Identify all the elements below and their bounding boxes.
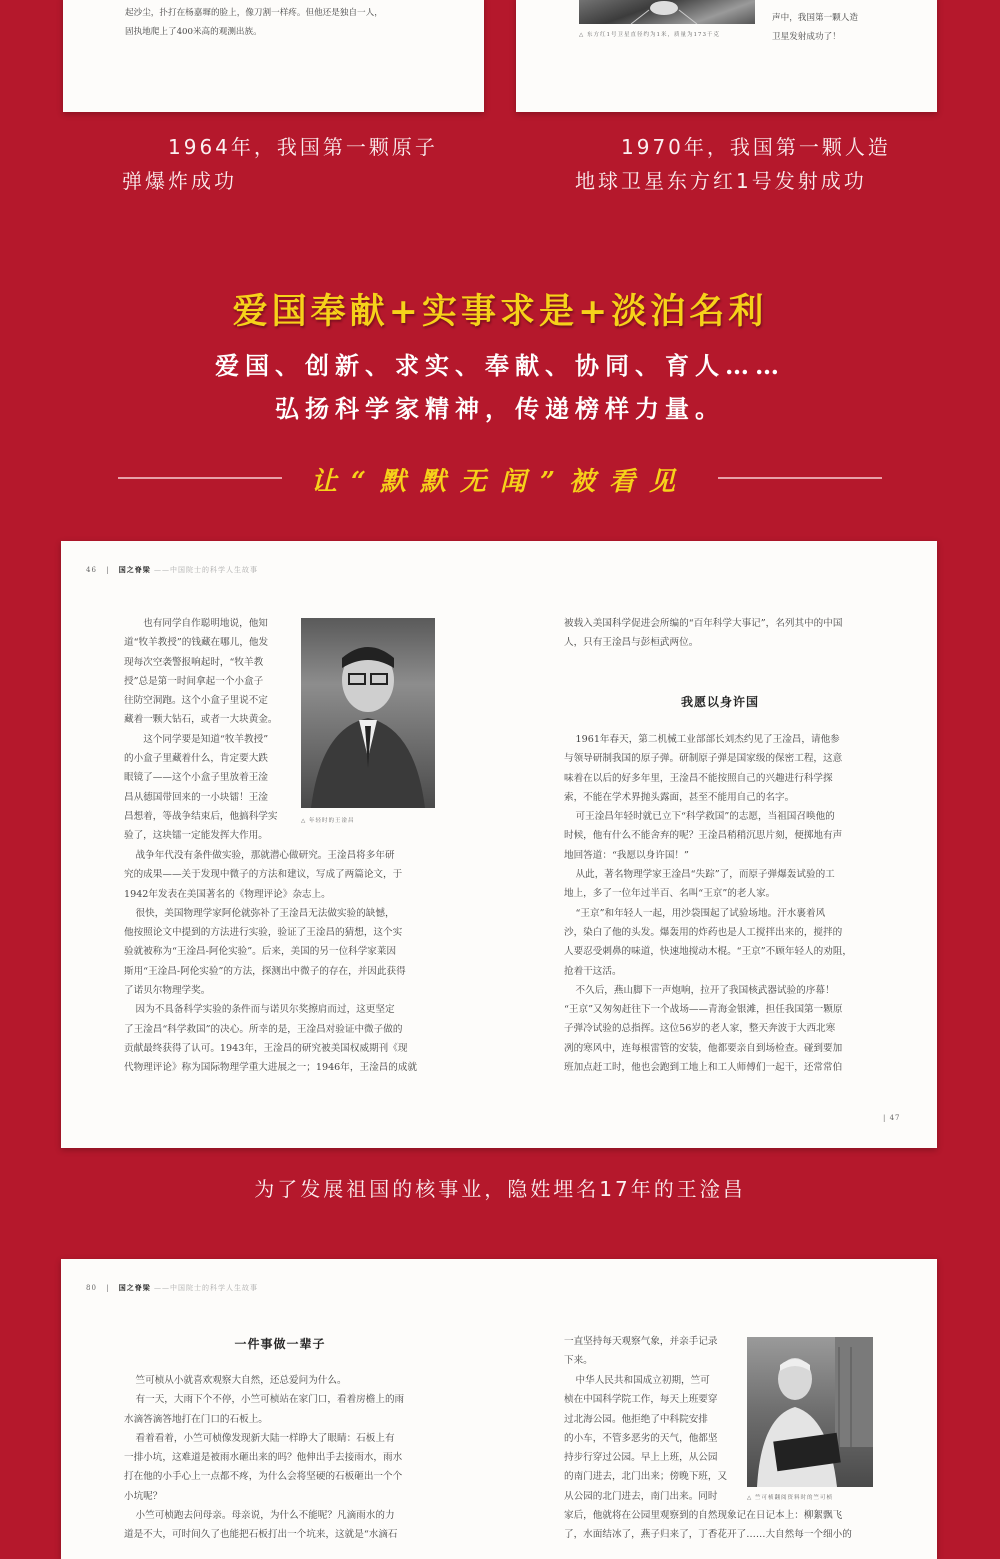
satellite-photo	[579, 0, 755, 24]
text-line: 代物理评论》称为国际物理学重大进展之一；1946年，王淦昌的成就	[124, 1062, 418, 1074]
text-line: 小坑呢？	[124, 1490, 163, 1502]
text-line: 索，不能在学术界抛头露面，甚至不能用自己的名字。	[564, 791, 795, 803]
text-line: 的小盒子里藏着什么，肯定要大跌	[124, 753, 268, 765]
text-line: 验了，这块镭一定能发挥大作用。	[124, 830, 268, 842]
top-left-text-line-2: 固执地爬上了400米高的观测出族。	[125, 27, 262, 37]
text-line: 竺可桢从小就喜欢观察大自然，还总爱问为什么。	[135, 1375, 347, 1386]
text-line: 昌从德国带回来的一小块镭！王淦	[124, 791, 268, 803]
spread2-right-column-top	[564, 1332, 739, 1371]
text-line: 道是不大，可时间久了也能把石板打出一个坑来，这就是“水滴石	[124, 1529, 398, 1541]
top-right-text-line-2: 卫星发射成功了！	[772, 32, 841, 42]
book-spread-wang-ganchang	[61, 541, 937, 1148]
text-line: 贡献最终获得了认可。1943年，王淦昌的研究被美国权威期刊《现	[124, 1042, 408, 1054]
text-line: 地回答道：“我愿以身许国！”	[564, 849, 689, 861]
text-line: 验就被称为“王淦昌-阿伦实验”。后来，美国的另一位科学家莱因	[124, 946, 397, 958]
page-number: 47	[889, 1114, 901, 1122]
text-line: 不久后，燕山脚下一声炮响，拉开了我国核武器试验的序幕！	[575, 984, 835, 996]
text-line: 持步行穿过公园。早上上班，从公园	[564, 1452, 718, 1464]
text-line: 的小车，不管多恶劣的天气，他都坚	[564, 1432, 718, 1444]
book-spread-zhu-kezhen	[61, 1259, 937, 1559]
text-line: 了诺贝尔物理学奖。	[124, 985, 211, 997]
text-line: 冽的寒风中，连每根雷管的安装，他都要亲自到场检查。碰到要加	[564, 1042, 843, 1054]
banner-line-left	[118, 477, 282, 479]
top-left-text-line-1: 起沙尘，扑打在杨嘉墀的脸上，像刀割一样疼。但他还是独自一人，	[125, 8, 383, 18]
portrait-figure-icon	[301, 618, 435, 808]
text-line: 往防空洞跑。这个小盒子里说不定	[124, 695, 268, 707]
text-line: 授”总是第一时间拿起一个小盒子	[124, 675, 264, 687]
spread2-header: 80 | 国之脊梁 ——中国院士的科学人生故事	[86, 1283, 258, 1292]
top-left-book-card	[63, 0, 484, 112]
text-line: 这个同学要是知道“牧羊教授”	[143, 733, 269, 745]
spread1-left-column-bottom	[124, 846, 436, 1078]
text-line: 眼镜了——这个小盒子里放着王淦	[124, 772, 268, 784]
text-line: 1942年发表在美国著名的《物理评论》杂志上。	[124, 888, 331, 900]
slogan-headline: 爱国奉献+实事求是+淡泊名利	[232, 291, 768, 332]
text-line: “王京”和年轻人一起，用沙袋围起了试验场地。汗水裹着风	[575, 907, 826, 919]
spread1-right-column-body	[564, 730, 876, 1077]
text-line: 斯用“王淦昌-阿伦实验”的方法，探测出中微子的存在，并因此获得	[124, 965, 406, 977]
text-line: 因为不具备科学实验的条件而与诺贝尔奖擦肩而过，这更坚定	[135, 1004, 395, 1016]
spread1-right-page-number: | 47	[883, 1114, 901, 1122]
text-line: 有一天，大雨下个不停，小竺可桢站在家门口，看着房檐上的雨	[135, 1394, 405, 1406]
text-line: 藏着一颗大钻石，或者一大块黄金。	[124, 714, 278, 726]
text-line: 一排小坑，这难道是被雨水砸出来的吗？他伸出手去接雨水，雨水	[124, 1452, 403, 1464]
text-line: 很快，美国物理学家阿伦就弥补了王淦昌无法做实验的缺憾，	[135, 907, 395, 919]
text-line: 究的成果——关于发现中微子的方法和建议，写成了两篇论文，于	[124, 869, 403, 881]
text-line: 小竺可桢跑去问母亲。母亲说，为什么不能呢？凡滴雨水的力	[135, 1510, 395, 1522]
text-line: 桢在中国科学院工作，每天上班要穿	[564, 1394, 718, 1406]
text-line: 也有同学自作聪明地说，他知	[143, 618, 268, 629]
slogan-values: 爱国、创新、求实、奉献、协同、育人……	[215, 351, 785, 380]
section-heading-wo-yuan-yi-shen-xu-guo: 我愿以身许国	[680, 695, 759, 709]
text-line: 班加点赶工时，他也会跑到工地上和工人师傅们一起干，还常常伯	[564, 1062, 843, 1074]
caption-satellite: 1970年，我国第一颗人造地球卫星东方红1号发射成功	[575, 135, 891, 193]
spread2-right-column-body	[564, 1371, 739, 1506]
text-line: 下来。	[564, 1355, 593, 1367]
text-line: 可王淦昌年轻时就已立下“科学救国”的志愿，当祖国召唤他的	[575, 811, 835, 823]
zhu-kezhen-photo	[747, 1337, 873, 1487]
text-line: 人要忍受刺鼻的味道，快速地搅动木棍。“王京”不顾年轻人的劝阻，	[564, 946, 853, 958]
text-line: 他按照论文中提到的方法进行实验，验证了王淦昌的猜想，这个实	[124, 927, 403, 939]
spread1-left-column-top	[124, 614, 294, 846]
spread1-page-number: 46	[86, 566, 97, 574]
text-line: 沙，染白了他的头发。爆轰用的炸药也是人工搅拌出来的，搅拌的	[564, 926, 843, 938]
text-line: 昌想着，等战争结束后，他搞科学实	[124, 810, 278, 822]
caption-atomic-bomb: 1964年，我国第一颗原子弹爆炸成功	[122, 135, 438, 193]
text-line: 中华人民共和国成立初期，竺可	[575, 1375, 710, 1386]
text-line: 家后，他就将在公园里观察到的自然现象记在日记本上：柳絮飘飞	[564, 1510, 843, 1521]
zhu-kezhen-photo-caption: △ 竺可桢翻阅资料时的竺可桢	[747, 1495, 833, 1501]
spread2-right-column-bottom	[564, 1506, 876, 1545]
text-line: 与领导研制我国的原子弹。研制原子弹是国家级的保密工程，这意	[564, 753, 843, 765]
wang-ganchang-portrait	[301, 618, 435, 808]
banner-line-right	[718, 477, 882, 479]
text-line: 抢着干这活。	[564, 965, 622, 977]
top-right-book-card	[516, 0, 937, 112]
spread2-page-number: 80	[86, 1284, 97, 1292]
text-line: 过北海公园。他拒绝了中科院安排	[564, 1413, 708, 1425]
spread2-left-column	[124, 1371, 436, 1545]
text-line: 现每次空袭警报响起时，“牧羊教	[124, 656, 264, 668]
text-line: 从公园的北门进去，南门出来。同时	[564, 1490, 718, 1502]
spread1-book-title: 国之脊梁	[118, 565, 151, 574]
satellite-icon	[579, 0, 755, 24]
text-line: 战争年代没有条件做实验，那就潜心做研究。王淦昌将多年研	[135, 850, 395, 861]
text-line: 打在他的小手心上一点都不疼，为什么会将坚硬的石板砸出一个个	[124, 1471, 403, 1483]
top-right-text-line-1: 声中，我国第一颗人造	[772, 13, 858, 23]
spread2-book-subtitle: ——中国院士的科学人生故事	[153, 1284, 258, 1292]
text-line: 人，只有王淦昌与彭桓武两位。	[564, 637, 699, 649]
slogan-spirit: 弘扬科学家精神，传递榜样力量。	[275, 394, 725, 423]
caption-wang-ganchang: 为了发展祖国的核事业，隐姓埋名17年的王淦昌	[254, 1177, 746, 1201]
text-line: 味着在以后的好多年里，王淦昌不能按照自己的兴趣进行科学探	[564, 772, 833, 784]
text-line: 从此，著名物理学家王淦昌“失踪”了，而原子弹爆轰试验的工	[575, 869, 835, 881]
text-line: 被载入美国科学促进会所编的“百年科学大事记”，名列其中的中国	[564, 618, 843, 629]
text-line: 水滴答滴答地打在门口的石板上。	[124, 1413, 268, 1425]
reading-figure-icon	[747, 1337, 873, 1487]
section-heading-yi-jian-shi: 一件事做一辈子	[234, 1337, 326, 1351]
text-line: “王京”又匆匆赶往下一个战场——青海金银滩，担任我国第一颗原	[564, 1004, 843, 1016]
text-line: 地上，多了一位年过半百、名叫“王京”的老人家。	[564, 888, 776, 900]
spread1-header: 46 | 国之脊梁 ——中国院士的科学人生故事	[86, 565, 258, 574]
banner-text: 让“默默无闻”被看见	[311, 467, 689, 497]
text-line: 看着看着，小竺可桢像发现新大陆一样睁大了眼睛：石板上有	[135, 1432, 395, 1444]
satellite-photo-caption: △ 东方红1号卫星直径约为1米，质量为173千克	[579, 32, 720, 38]
text-line: 道“牧羊教授”的钱藏在哪儿，他发	[124, 637, 269, 649]
spread1-right-column-top	[564, 614, 876, 653]
portrait-caption: △ 年轻时的王淦昌	[301, 818, 355, 824]
text-line: 1961年春天，第二机械工业部部长刘杰约见了王淦昌，请他参	[575, 734, 840, 745]
text-line: 的南门进去，北门出来；傍晚下班，又	[564, 1471, 728, 1483]
text-line: 一直坚持每天观察气象，并亲手记录	[564, 1336, 718, 1347]
spread1-book-subtitle: ——中国院士的科学人生故事	[153, 566, 258, 574]
text-line: 时候，他有什么不能舍弃的呢？王淦昌稍稍沉思片刻，便掷地有声	[564, 830, 843, 842]
text-line: 了王淦昌“科学救国”的决心。所幸的是，王淦昌对验证中微子做的	[124, 1023, 403, 1035]
text-line: 了，水面结冰了，燕子归来了，丁香花开了……大自然每一个细小的	[564, 1529, 852, 1541]
text-line: 子弹冷试验的总指挥。这位56岁的老人家，整天奔波于大西北寒	[564, 1023, 836, 1035]
spread2-book-title: 国之脊梁	[118, 1283, 151, 1292]
